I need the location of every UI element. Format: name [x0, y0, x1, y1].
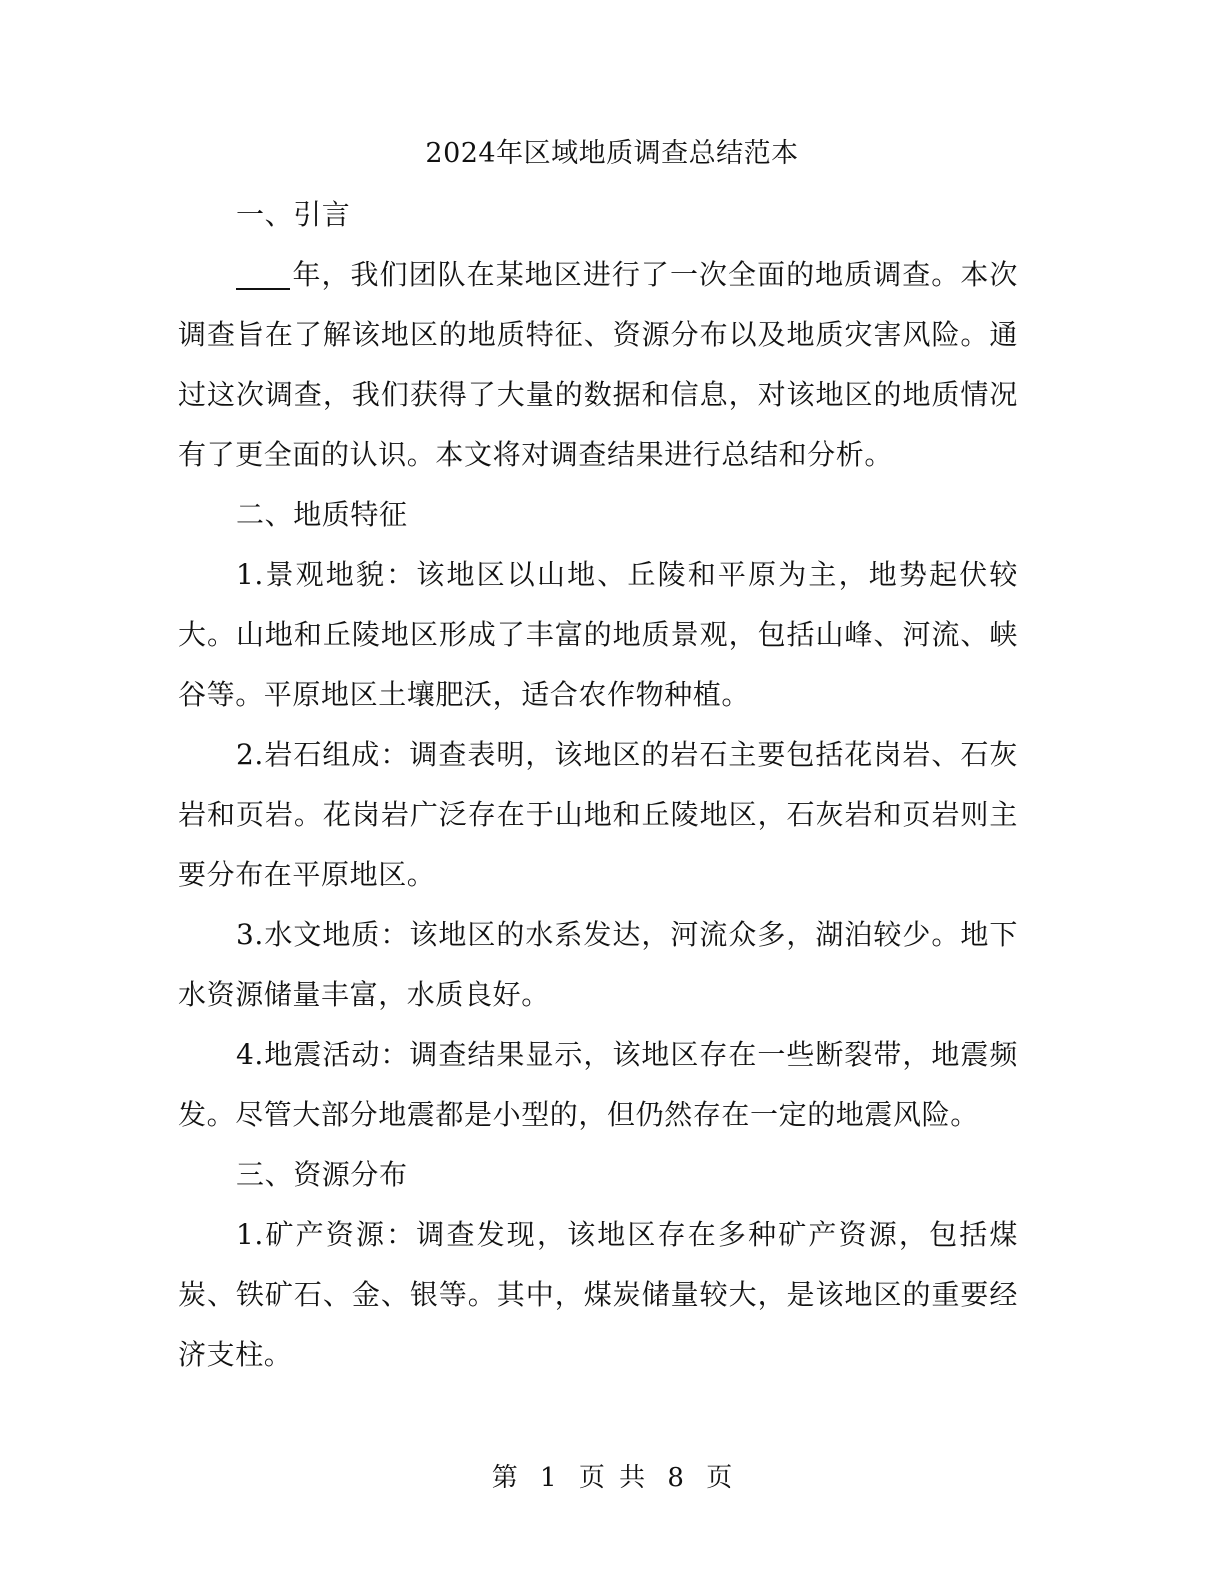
document-title: 2024年区域地质调查总结范本 — [425, 138, 799, 169]
section-heading-intro: 一、引言 — [236, 198, 351, 231]
footer-prefix: 第 — [491, 1463, 518, 1493]
geology-item-landform: 1.景观地貌：该地区以山地、丘陵和平原为主，地势起伏较大。山地和丘陵地区形成了丰富的地质景观，包括山峰、河流、峡谷等。平原地区土壤肥沃，适合农作物种植。 — [178, 558, 1018, 711]
intro-paragraph-text: 年，我们团队在某地区进行了一次全面的地质调查。本次调查旨在了解该地区的地质特征、资源分布以及地质灾害风险。通过这次调查，我们获得了大量的数据和信息，对该地区的地质情况有了更全面的认识。本文将对调查结果进行总结和分析。 — [178, 258, 1018, 471]
geology-item-hydrology: 3.水文地质：该地区的水系发达，河流众多，湖泊较少。地下水资源储量丰富，水质良好。 — [178, 918, 1018, 1011]
document-body — [178, 185, 1018, 1385]
page-footer — [0, 1460, 1224, 1496]
footer-total-pages: 8 — [667, 1463, 684, 1493]
footer-mid: 页 共 — [578, 1463, 646, 1493]
section-heading-geology: 二、地质特征 — [236, 498, 408, 531]
geology-item-rock: 2.岩石组成：调查表明，该地区的岩石主要包括花岗岩、石灰岩和页岩。花岗岩广泛存在于山地和丘陵地区，石灰岩和页岩则主要分布在平原地区。 — [178, 738, 1018, 891]
footer-current-page: 1 — [540, 1463, 557, 1493]
geology-item-seismic: 4.地震活动：调查结果显示，该地区存在一些断裂带，地震频发。尽管大部分地震都是小型的，但仍然存在一定的地震风险。 — [178, 1038, 1018, 1131]
resources-item-minerals: 1.矿产资源：调查发现，该地区存在多种矿产资源，包括煤炭、铁矿石、金、银等。其中，煤炭储量较大，是该地区的重要经济支柱。 — [178, 1218, 1018, 1371]
footer-suffix: 页 — [706, 1463, 733, 1493]
intro-paragraph — [178, 245, 1018, 485]
fill-in-blank — [236, 248, 290, 290]
section-heading-resources: 三、资源分布 — [236, 1158, 408, 1191]
